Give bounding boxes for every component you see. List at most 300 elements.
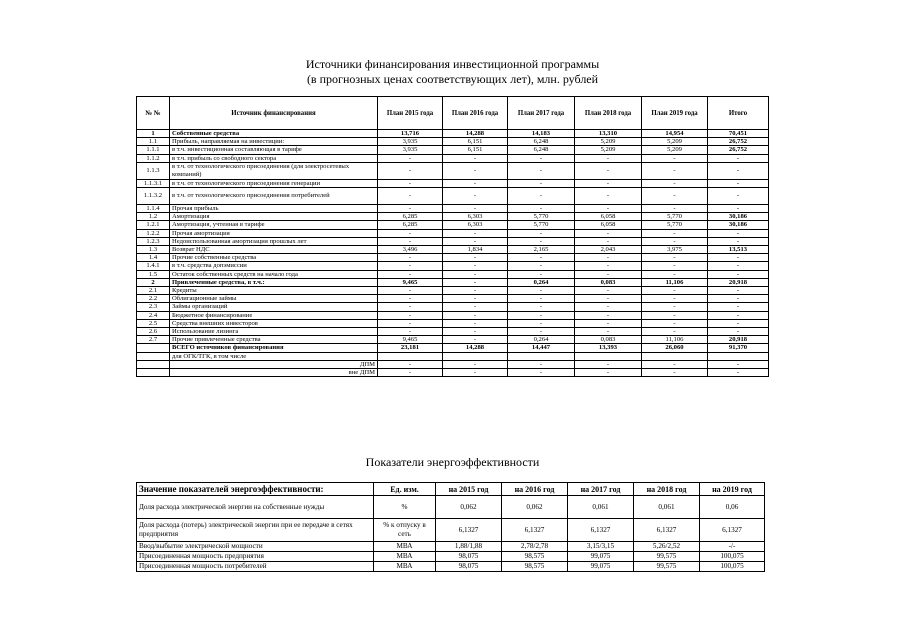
energy-efficiency-table (136, 482, 765, 572)
value-cell: - (708, 179, 769, 187)
source-name: ВСЕГО источников финансирования (170, 344, 378, 352)
row-number: 1.1.1 (137, 146, 170, 154)
value-cell: - (708, 229, 769, 237)
financing-header-cell: План 2018 года (575, 97, 642, 130)
table-row (137, 287, 769, 295)
source-name: Прочие собственные средства (170, 254, 378, 262)
value-cell: 6,1327 (436, 519, 502, 542)
table-row (137, 213, 769, 221)
value-cell: 11,106 (642, 336, 708, 344)
value-cell: 11,106 (642, 278, 708, 286)
value-cell: 0,264 (508, 336, 575, 344)
value-cell: 91,370 (708, 344, 769, 352)
table-row (137, 162, 769, 179)
row-number: 2.3 (137, 303, 170, 311)
value-cell: - (508, 205, 575, 213)
value-cell: - (642, 287, 708, 295)
document-subtitle: (в прогнозных ценах соответствующих лет), млн. рублей (306, 72, 599, 86)
source-name: в т.ч. инвестиционная составляющая в тарифе (170, 146, 378, 154)
value-cell: - (508, 295, 575, 303)
value-cell (575, 352, 642, 360)
value-cell: - (642, 360, 708, 368)
value-cell: - (378, 319, 443, 327)
value-cell: - (642, 303, 708, 311)
value-cell: 14,447 (508, 344, 575, 352)
value-cell: - (708, 237, 769, 245)
value-cell: - (378, 229, 443, 237)
row-number: 1 (137, 130, 170, 138)
value-cell: - (378, 369, 443, 377)
value-cell: 2,043 (575, 246, 642, 254)
value-cell: 3,15/3,15 (568, 542, 634, 552)
table-row (137, 360, 769, 368)
value-cell: - (575, 295, 642, 303)
value-cell: - (443, 311, 508, 319)
value-cell: - (443, 262, 508, 270)
row-number: 2 (137, 278, 170, 286)
table-row (137, 552, 765, 562)
value-cell: 6,1327 (568, 519, 634, 542)
value-cell: 0,083 (575, 336, 642, 344)
efficiency-header-cell: на 2018 год (634, 483, 700, 496)
value-cell: 5,26/2,52 (634, 542, 700, 552)
value-cell: - (443, 328, 508, 336)
table-row (137, 146, 769, 154)
value-cell: 5,770 (642, 221, 708, 229)
table-row (137, 542, 765, 552)
row-number (137, 369, 170, 377)
row-number: 1.1.3 (137, 162, 170, 179)
table-row (137, 519, 765, 542)
value-cell: - (575, 360, 642, 368)
value-cell: - (378, 154, 443, 162)
table-row (137, 154, 769, 162)
value-cell: 3,496 (378, 246, 443, 254)
value-cell: 5,209 (642, 146, 708, 154)
row-number: 2.1 (137, 287, 170, 295)
row-number: 1.1.3.2 (137, 188, 170, 205)
value-cell: - (508, 328, 575, 336)
value-cell: - (642, 162, 708, 179)
table-row (137, 311, 769, 319)
value-cell: - (508, 311, 575, 319)
value-cell: - (708, 369, 769, 377)
value-cell: - (642, 270, 708, 278)
table-row (137, 352, 769, 360)
value-cell: - (575, 311, 642, 319)
value-cell: 30,186 (708, 213, 769, 221)
value-cell: - (508, 287, 575, 295)
value-cell: - (575, 262, 642, 270)
value-cell: 70,451 (708, 130, 769, 138)
value-cell: - (575, 319, 642, 327)
value-cell: - (443, 179, 508, 187)
value-cell: - (443, 360, 508, 368)
value-cell: - (708, 162, 769, 179)
value-cell: 100,075 (700, 562, 765, 572)
source-name: ДПМ (170, 360, 378, 368)
document-title: Источники финансирования инвестиционной программы (305, 57, 600, 71)
value-cell: 5,770 (642, 213, 708, 221)
table-row (137, 336, 769, 344)
value-cell: - (575, 254, 642, 262)
row-number: 2.4 (137, 311, 170, 319)
value-cell: 6,058 (575, 213, 642, 221)
financing-header-row (137, 97, 769, 130)
table-row (137, 205, 769, 213)
source-name: Использование лизинга (170, 328, 378, 336)
row-number: 1.1 (137, 138, 170, 146)
table-row (137, 303, 769, 311)
value-cell: - (378, 237, 443, 245)
value-cell: - (708, 262, 769, 270)
indicator-name: Ввод/выбытие электрической мощности (137, 542, 374, 552)
value-cell: 6,248 (508, 138, 575, 146)
row-number: 1.4.1 (137, 262, 170, 270)
value-cell: - (575, 237, 642, 245)
value-cell: 1,88/1,88 (436, 542, 502, 552)
value-cell: -/- (700, 542, 765, 552)
financing-header-cell: Источник финансирования (170, 97, 378, 130)
value-cell: - (443, 188, 508, 205)
source-name: Прочая прибыль (170, 205, 378, 213)
value-cell: - (708, 360, 769, 368)
row-number (137, 344, 170, 352)
value-cell: 0,062 (502, 496, 568, 519)
source-name: в т.ч. от технологического присоединения (для электросетевых компаний) (170, 162, 378, 179)
source-name: в т.ч. от технологического присоединения потребителей (170, 188, 378, 205)
value-cell: 6,151 (443, 146, 508, 154)
value-cell: - (378, 303, 443, 311)
value-cell: 99,575 (634, 552, 700, 562)
source-name: Облигационные займы (170, 295, 378, 303)
row-number: 2.7 (137, 336, 170, 344)
value-cell: 13,393 (575, 344, 642, 352)
value-cell: - (378, 295, 443, 303)
value-cell: 6,303 (443, 221, 508, 229)
value-cell: 2,78/2,78 (502, 542, 568, 552)
financing-sources-table (136, 96, 769, 377)
value-cell: - (708, 254, 769, 262)
value-cell: - (508, 179, 575, 187)
source-name: Прочие привлеченные средства (170, 336, 378, 344)
value-cell: 98,075 (436, 552, 502, 562)
value-cell: 1,834 (443, 246, 508, 254)
value-cell: - (508, 319, 575, 327)
row-number: 2.5 (137, 319, 170, 327)
value-cell: - (508, 369, 575, 377)
value-cell: 99,075 (568, 562, 634, 572)
table-row (137, 229, 769, 237)
value-cell: - (443, 369, 508, 377)
efficiency-header-cell: на 2015 год (436, 483, 502, 496)
table-row (137, 496, 765, 519)
value-cell: - (378, 262, 443, 270)
value-cell: 13,716 (378, 130, 443, 138)
value-cell: - (443, 295, 508, 303)
value-cell: - (708, 287, 769, 295)
row-number (137, 360, 170, 368)
indicator-name: Доля расхода (потерь) электрической энергии при ее передаче в сетях предприятия (137, 519, 374, 542)
row-number: 1.1.3.1 (137, 179, 170, 187)
source-name: Средства внешних инвесторов (170, 319, 378, 327)
value-cell: - (508, 229, 575, 237)
value-cell: - (708, 295, 769, 303)
value-cell: 9,465 (378, 336, 443, 344)
source-name: Привлеченные средства, в т.ч.: (170, 278, 378, 286)
source-name: Прочая амортизация (170, 229, 378, 237)
table-row (137, 270, 769, 278)
value-cell: 98,575 (502, 562, 568, 572)
row-number: 1.2.3 (137, 237, 170, 245)
source-name: для ОГК/ТГК, в том числе (170, 352, 378, 360)
financing-header-cell: № № (137, 97, 170, 130)
value-cell: - (443, 229, 508, 237)
value-cell: - (508, 154, 575, 162)
value-cell: - (443, 287, 508, 295)
value-cell: 6,151 (443, 138, 508, 146)
value-cell: - (378, 311, 443, 319)
table-row (137, 138, 769, 146)
value-cell: 26,752 (708, 146, 769, 154)
value-cell: 0,062 (436, 496, 502, 519)
value-cell (443, 352, 508, 360)
value-cell: 6,248 (508, 146, 575, 154)
value-cell: - (642, 262, 708, 270)
value-cell: - (378, 328, 443, 336)
source-name: Прибыль, направляемая на инвестиции: (170, 138, 378, 146)
value-cell: - (443, 154, 508, 162)
table-row (137, 188, 769, 205)
value-cell: - (642, 237, 708, 245)
indicator-name: Присоединенная мощность предприятия (137, 552, 374, 562)
unit-cell: % к отпуску в сеть (374, 519, 436, 542)
table-row (137, 344, 769, 352)
value-cell: - (642, 311, 708, 319)
table-row (137, 262, 769, 270)
value-cell: 0,264 (508, 278, 575, 286)
value-cell: 13,310 (575, 130, 642, 138)
value-cell: - (642, 319, 708, 327)
value-cell: - (575, 270, 642, 278)
table-row (137, 179, 769, 187)
value-cell: - (708, 303, 769, 311)
source-name: Остаток собственных средств на начало года (170, 270, 378, 278)
value-cell: 26,752 (708, 138, 769, 146)
value-cell: - (642, 188, 708, 205)
value-cell: - (642, 205, 708, 213)
value-cell: - (708, 205, 769, 213)
table-row (137, 295, 769, 303)
value-cell: - (642, 369, 708, 377)
value-cell: 5,209 (575, 146, 642, 154)
value-cell: 6,1327 (502, 519, 568, 542)
value-cell: - (708, 270, 769, 278)
value-cell: - (443, 162, 508, 179)
value-cell: - (575, 188, 642, 205)
value-cell (378, 352, 443, 360)
value-cell: 6,1327 (700, 519, 765, 542)
value-cell: 6,285 (378, 213, 443, 221)
table-row (137, 221, 769, 229)
efficiency-header-row (137, 483, 765, 496)
value-cell: 0,083 (575, 278, 642, 286)
value-cell: - (575, 303, 642, 311)
value-cell: 14,288 (443, 344, 508, 352)
row-number: 2.6 (137, 328, 170, 336)
value-cell: - (443, 205, 508, 213)
indicator-name: Присоединенная мощность потребителей (137, 562, 374, 572)
value-cell: 2,165 (508, 246, 575, 254)
value-cell: - (443, 336, 508, 344)
value-cell: - (378, 287, 443, 295)
row-number: 1.2.2 (137, 229, 170, 237)
value-cell (708, 352, 769, 360)
source-name: вне ДПМ (170, 369, 378, 377)
value-cell: - (708, 188, 769, 205)
value-cell: 9,465 (378, 278, 443, 286)
value-cell: - (508, 254, 575, 262)
row-number: 1.3 (137, 246, 170, 254)
value-cell: 14,288 (443, 130, 508, 138)
value-cell: - (443, 319, 508, 327)
source-name: в т.ч. прибыль со свободного сектора (170, 154, 378, 162)
value-cell: - (378, 188, 443, 205)
efficiency-header-cell: на 2017 год (568, 483, 634, 496)
value-cell: - (575, 179, 642, 187)
efficiency-header-cell: на 2016 год (502, 483, 568, 496)
value-cell: - (378, 205, 443, 213)
indicator-name: Доля расхода электрической энергии на собственные нужды (137, 496, 374, 519)
value-cell: - (378, 270, 443, 278)
value-cell: 6,285 (378, 221, 443, 229)
value-cell: 30,186 (708, 221, 769, 229)
source-name: Бюджетное финансирование (170, 311, 378, 319)
value-cell: 98,075 (436, 562, 502, 572)
value-cell: 99,075 (568, 552, 634, 562)
value-cell: - (575, 287, 642, 295)
financing-header-cell: План 2019 года (642, 97, 708, 130)
row-number: 1.4 (137, 254, 170, 262)
value-cell: - (443, 303, 508, 311)
value-cell: 3,975 (642, 246, 708, 254)
row-number: 2.2 (137, 295, 170, 303)
value-cell: - (575, 229, 642, 237)
value-cell: - (642, 229, 708, 237)
value-cell: 98,575 (502, 552, 568, 562)
value-cell: 14,954 (642, 130, 708, 138)
value-cell: 100,075 (700, 552, 765, 562)
source-name: Амортизация, учтенная в тарифе (170, 221, 378, 229)
value-cell: - (378, 179, 443, 187)
value-cell: 14,183 (508, 130, 575, 138)
unit-cell: МВА (374, 562, 436, 572)
value-cell: - (708, 311, 769, 319)
value-cell: 5,770 (508, 221, 575, 229)
table-row (137, 237, 769, 245)
financing-header-cell: План 2017 года (508, 97, 575, 130)
source-name: Недоиспользованная амортизация прошлых лет (170, 237, 378, 245)
value-cell: 26,060 (642, 344, 708, 352)
value-cell: - (508, 188, 575, 205)
table-row (137, 130, 769, 138)
value-cell: - (508, 360, 575, 368)
financing-header-cell: Итого (708, 97, 769, 130)
value-cell: 3,935 (378, 146, 443, 154)
table-row (137, 319, 769, 327)
value-cell: 5,209 (642, 138, 708, 146)
value-cell: - (642, 295, 708, 303)
efficiency-header-cell: Ед. изм. (374, 483, 436, 496)
value-cell: 0,061 (634, 496, 700, 519)
value-cell: - (508, 162, 575, 179)
row-number: 1.2 (137, 213, 170, 221)
value-cell: - (443, 278, 508, 286)
table-row (137, 369, 769, 377)
row-number: 1.1.2 (137, 154, 170, 162)
value-cell: 3,935 (378, 138, 443, 146)
value-cell: - (378, 360, 443, 368)
value-cell: - (708, 154, 769, 162)
value-cell: - (508, 303, 575, 311)
row-number: 1.5 (137, 270, 170, 278)
value-cell: 0,06 (700, 496, 765, 519)
value-cell: 99,575 (634, 562, 700, 572)
value-cell: - (642, 328, 708, 336)
table-row (137, 328, 769, 336)
row-number (137, 352, 170, 360)
value-cell: - (575, 328, 642, 336)
value-cell: - (378, 254, 443, 262)
value-cell: - (642, 179, 708, 187)
value-cell: 5,770 (508, 213, 575, 221)
value-cell: - (642, 254, 708, 262)
value-cell: - (642, 154, 708, 162)
unit-cell: МВА (374, 542, 436, 552)
value-cell: - (378, 162, 443, 179)
energy-efficiency-title: Показатели энергоэффективности (365, 455, 540, 469)
value-cell: 23,181 (378, 344, 443, 352)
value-cell: - (708, 328, 769, 336)
source-name: Собственные средства (170, 130, 378, 138)
value-cell: - (575, 205, 642, 213)
source-name: в т.ч. средства допэмиссии (170, 262, 378, 270)
source-name: Амортизация (170, 213, 378, 221)
source-name: Займы организаций (170, 303, 378, 311)
value-cell: 13,513 (708, 246, 769, 254)
value-cell: - (443, 237, 508, 245)
table-row (137, 562, 765, 572)
source-name: Кредиты (170, 287, 378, 295)
unit-cell: МВА (374, 552, 436, 562)
value-cell: 0,061 (568, 496, 634, 519)
value-cell (642, 352, 708, 360)
value-cell: - (575, 154, 642, 162)
unit-cell: % (374, 496, 436, 519)
value-cell: - (508, 262, 575, 270)
value-cell: 6,058 (575, 221, 642, 229)
value-cell: 6,1327 (634, 519, 700, 542)
value-cell: 20,918 (708, 336, 769, 344)
value-cell: 5,209 (575, 138, 642, 146)
value-cell (508, 352, 575, 360)
value-cell: - (508, 270, 575, 278)
source-name: Возврат НДС (170, 246, 378, 254)
value-cell: 20,918 (708, 278, 769, 286)
value-cell: 6,303 (443, 213, 508, 221)
efficiency-header-cell: на 2019 год (700, 483, 765, 496)
financing-header-cell: План 2016 года (443, 97, 508, 130)
